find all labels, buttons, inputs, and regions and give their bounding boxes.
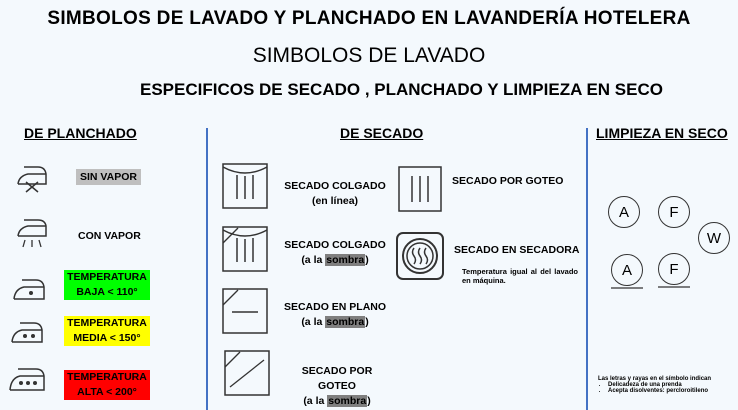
ironing-heading: DE PLANCHADO [24, 125, 137, 141]
drycleaning-a-icon: A [608, 196, 640, 228]
drycleaning-f-gentle-icon: F [658, 253, 690, 285]
line-dry-shade-label: SECADO COLGADO (a la sombra) [284, 239, 386, 266]
drycleaning-heading: LIMPIEZA EN SECO [596, 125, 728, 141]
drying-heading: DE SECADO [340, 125, 424, 141]
notes-title: Las letras y rayas en el símbolo indican [598, 376, 712, 382]
drip-dry-icon [398, 166, 442, 212]
flat-dry-shade-label: SECADO EN PLANO (a la sombra) [283, 301, 387, 328]
page-subtitle: SIMBOLOS DE LAVADO [252, 44, 486, 67]
iron-low-temp-icon [10, 275, 50, 303]
line-dry-shade-icon [222, 226, 268, 272]
iron-no-steam-label: SIN VAPOR [76, 170, 141, 185]
section-subtitle: ESPECIFICOS DE SECADO , PLANCHADO Y LIMPIEZA EN SECO [140, 80, 663, 99]
column-divider-right [586, 128, 588, 410]
iron-steam-icon [12, 218, 52, 248]
iron-medium-temp-label: TEMPERATURA MEDIA < 150° [64, 316, 150, 346]
drycleaning-f-icon: F [658, 196, 690, 228]
tumble-dry-note: Temperatura igual al del lavado en máquina. [462, 267, 578, 285]
note-item: • Acepta disolventes: percloroitileno [608, 388, 734, 394]
line-dry-icon [222, 163, 268, 209]
iron-low-temp-label: TEMPERATURA BAJA < 110° [64, 270, 150, 300]
note-item: • Delicadeza de una prenda [608, 382, 734, 388]
drip-dry-shade-label: SECADO POR GOTEO (a la sombra) [301, 365, 373, 407]
iron-medium-temp-icon [8, 318, 48, 346]
page-title: SIMBOLOS DE LAVADO Y PLANCHADO EN LAVANDERÍA HOTELERA [47, 8, 691, 29]
iron-no-steam-icon [12, 162, 52, 192]
drip-dry-label: SECADO POR GOTEO [452, 175, 564, 187]
drycleaning-a-gentle-icon: A [611, 254, 643, 286]
drycleaning-notes [598, 376, 734, 394]
flat-dry-shade-icon [222, 288, 268, 334]
iron-steam-label: CON VAPOR [78, 230, 141, 242]
drycleaning-w-icon: W [698, 222, 730, 254]
iron-high-temp-label: TEMPERATURA ALTA < 200° [64, 370, 150, 400]
drip-dry-shade-icon [224, 350, 270, 396]
iron-high-temp-icon [6, 364, 50, 394]
column-divider-left [206, 128, 208, 410]
tumble-dry-label: SECADO EN SECADORA [454, 244, 580, 256]
line-dry-label: SECADO COLGADO (en línea) [284, 180, 386, 207]
tumble-dry-icon [396, 232, 444, 280]
